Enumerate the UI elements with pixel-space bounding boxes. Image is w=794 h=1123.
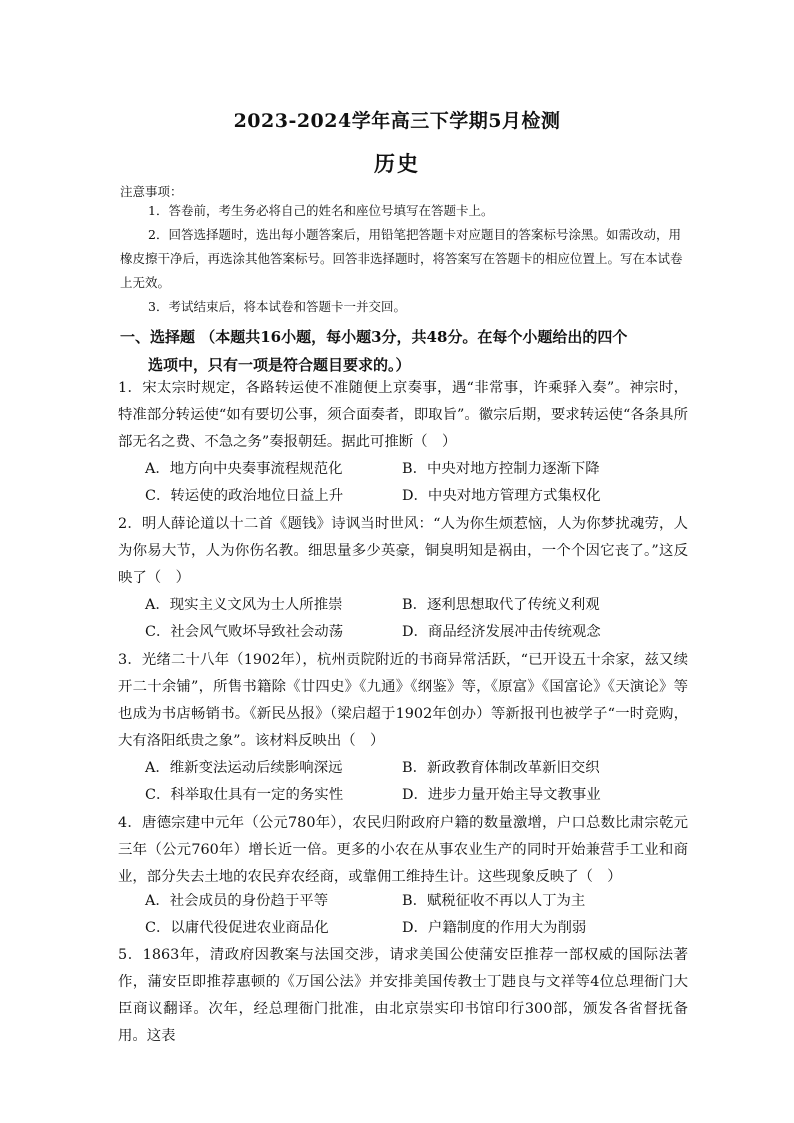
exam-title: 2023-2024学年高三下学期5月检测	[233, 110, 561, 132]
question-4-option-a[interactable]: A．社会成员的身份趋于平等	[145, 893, 329, 909]
question-3-option-b[interactable]: B．新政教育体制改革新旧交织	[402, 760, 600, 776]
subject-title: 历史	[374, 151, 420, 176]
question-1-options	[145, 456, 665, 510]
question-5-stem: 5．1863年，清政府因教案与法国交涉，请求美国公使蒲安臣推荐一部权威的国际法著作，蒲安臣即推荐惠顿的《万国公法》并安排美国传教士丁韪良与文祥等4位总理衙门大臣商议翻译。次年，经总理衙门批准，由北京崇实印书馆印行300部，颁发各省督抚备用。这表	[118, 947, 688, 1044]
section-heading-line2: 选项中，只有一项是符合题目要求的。）	[148, 356, 411, 374]
question-4-options	[145, 888, 665, 942]
question-2-option-c[interactable]: C．社会风气败坏导致社会动荡	[145, 624, 344, 640]
question-4-stem: 4．唐德宗建中元年（公元780年），农民归附政府户籍的数量激增，户口总数比肃宗乾元三年（公元760年）增长近一倍。更多的小农在从事农业生产的同时开始兼营手工业和商业，部分失去土地的农民弃农经商，或靠佣工维持生计。这些现象反映了（ ）	[118, 815, 688, 885]
question-1-option-d[interactable]: D．中央对地方管理方式集权化	[402, 488, 601, 504]
question-4-option-b[interactable]: B．赋税征收不再以人丁为主	[402, 893, 586, 909]
question-1-option-a[interactable]: A．地方向中央奏事流程规范化	[145, 461, 343, 477]
question-1-option-b[interactable]: B．中央对地方控制力逐渐下降	[402, 461, 600, 477]
question-3-option-c[interactable]: C．科举取仕具有一定的务实性	[145, 787, 344, 803]
question-3-option-a[interactable]: A．维新变法运动后续影响深远	[145, 760, 343, 776]
question-1-stem: 1．宋太宗时规定，各路转运使不准随便上京奏事，遇“非常事，许乘驿入奏”。神宗时，特准部分转运使“如有要切公事，须合面奏者，即取旨”。徽宗后期，要求转运使“各条具所部无名之费、不急之务”奏报朝廷。据此可推断（ ）	[118, 380, 688, 450]
question-2-option-d[interactable]: D．商品经济发展冲击传统观念	[402, 624, 601, 640]
question-2-option-a[interactable]: A．现实主义文风为士人所推崇	[145, 597, 343, 613]
notes-heading: 注意事项：	[120, 184, 183, 199]
question-2-option-b[interactable]: B．逐利思想取代了传统义利观	[402, 597, 600, 613]
section-heading	[120, 323, 690, 379]
section-heading-line1: 一、选择题 （本题共16小题，每小题3分，共48分。在每个小题给出的四个	[120, 328, 628, 346]
question-4-option-d[interactable]: D．户籍制度的作用大为削弱	[402, 920, 587, 936]
question-3-options	[145, 755, 665, 809]
question-2-options	[145, 592, 665, 646]
question-2-stem: 2．明人薛论道以十二首《题钱》诗讽当时世风：“人为你生烦惹恼，人为你梦扰魂劳，人为你易大节，人为你伤名教。细思量多少英豪，铜臭明知是祸由，一个个因它丧了。”这反映了（ ）	[118, 516, 688, 586]
question-3-option-d[interactable]: D．进步力量开始主导文教事业	[402, 787, 601, 803]
question-1-option-c[interactable]: C．转运使的政治地位日益上升	[145, 488, 344, 504]
question-3-stem: 3．光绪二十八年（1902年），杭州贡院附近的书商异常活跃，“已开设五十余家，兹又续开二十余铺”，所售书籍除《廿四史》《九通》《纲鉴》等，《原富》《国富论》《天演论》等也成为书店畅销书。《新民丛报》（梁启超于1902年创办）等新报刊也被学子“一时竞购，大有洛阳纸贵之象”。该材料反映出（ ）	[118, 652, 688, 749]
note-item-2: 2．回答选择题时，选出每小题答案后，用铅笔把答题卡对应题目的答案标号涂黑。如需改动，用橡皮擦干净后，再选涂其他答案标号。回答非选择题时，将答案写在答题卡的相应位置上。写在本试卷上无效。	[120, 227, 683, 290]
note-item-3: 3．考试结束后，将本试卷和答题卡一并交回。	[148, 299, 406, 314]
question-4-option-c[interactable]: C．以庸代役促进农业商品化	[145, 920, 329, 936]
note-item-1: 1．答卷前，考生务必将自己的姓名和座位号填写在答题卡上。	[148, 203, 494, 218]
